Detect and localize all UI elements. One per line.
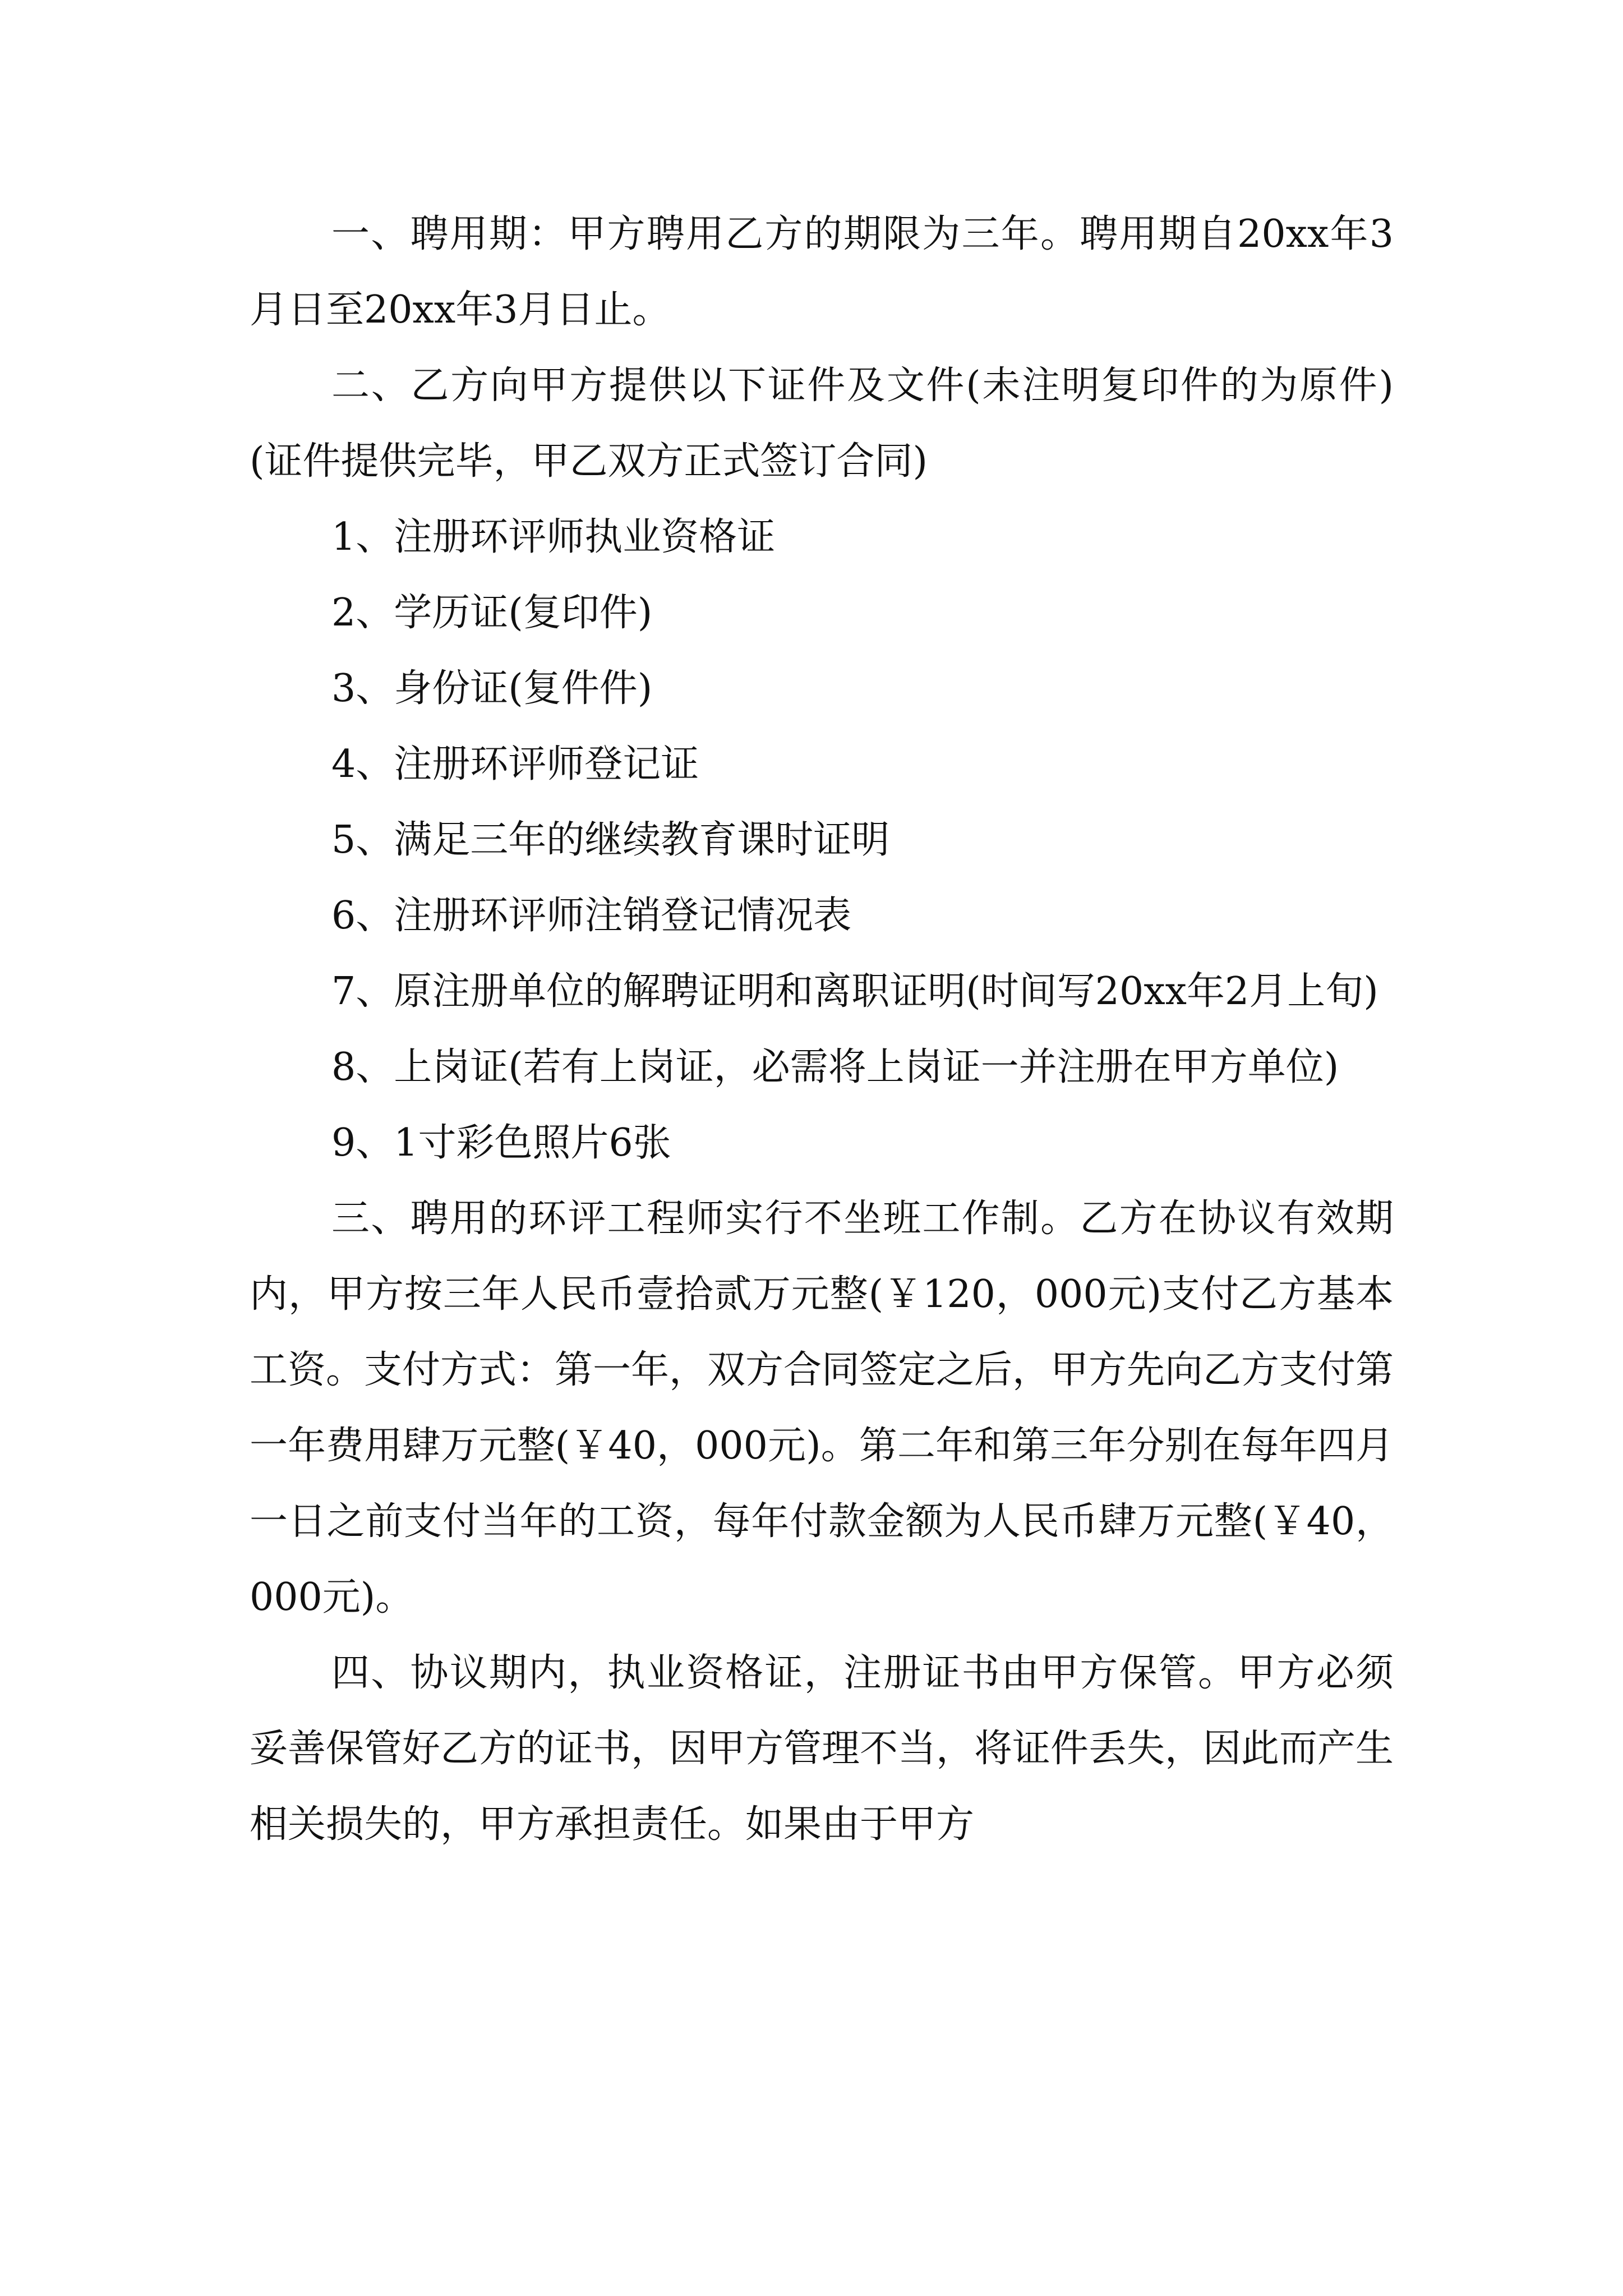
list-item-qualification-cert: 1、注册环评师执业资格证: [331, 515, 776, 559]
paragraph-employment-period: 一、聘用期：甲方聘用乙方的期限为三年。聘用期自20xx年3月日至20xx年3月日止。: [250, 212, 1394, 332]
list-item-dismissal-proof: 7、原注册单位的解聘证明和离职证明(时间写20xx年2月上旬): [331, 969, 1378, 1014]
list-item-registration-cert: 4、注册环评师登记证: [331, 742, 699, 786]
list-item-education-proof: 5、满足三年的继续教育课时证明: [331, 818, 890, 862]
paragraph-salary-terms: 三、聘用的环评工程师实行不坐班工作制。乙方在协议有效期内，甲方按三年人民币壹拾贰万元整(￥120，000元)支付乙方基本工资。支付方式：第一年，双方合同签定之后，甲方先向乙方支付第一年费用肆万元整(￥40，000元)。第二年和第三年分别在每年四月一日之前支付当年的工资，每年付款金额为人民币肆万元整(￥40，000元)。: [250, 1197, 1394, 1619]
paragraph-certificate-custody: 四、协议期内，执业资格证，注册证书由甲方保管。甲方必须妥善保管好乙方的证书，因甲方管理不当，将证件丢失，因此而产生相关损失的，甲方承担责任。如果由于甲方: [250, 1651, 1394, 1847]
list-item-work-permit: 8、上岗证(若有上岗证，必需将上岗证一并注册在甲方单位): [331, 1045, 1339, 1089]
list-item-diploma: 2、学历证(复印件): [331, 591, 653, 635]
list-item-photos: 9、1寸彩色照片6张: [331, 1121, 671, 1165]
list-item-id-card: 3、身份证(复件件): [331, 666, 653, 711]
list-item-deregistration-form: 6、注册环评师注销登记情况表: [331, 894, 852, 938]
document-body: [250, 196, 1394, 1862]
paragraph-documents-intro: 二、乙方向甲方提供以下证件及文件(未注明复印件的为原件)(证件提供完毕，甲乙双方正式签订合同): [250, 364, 1394, 484]
